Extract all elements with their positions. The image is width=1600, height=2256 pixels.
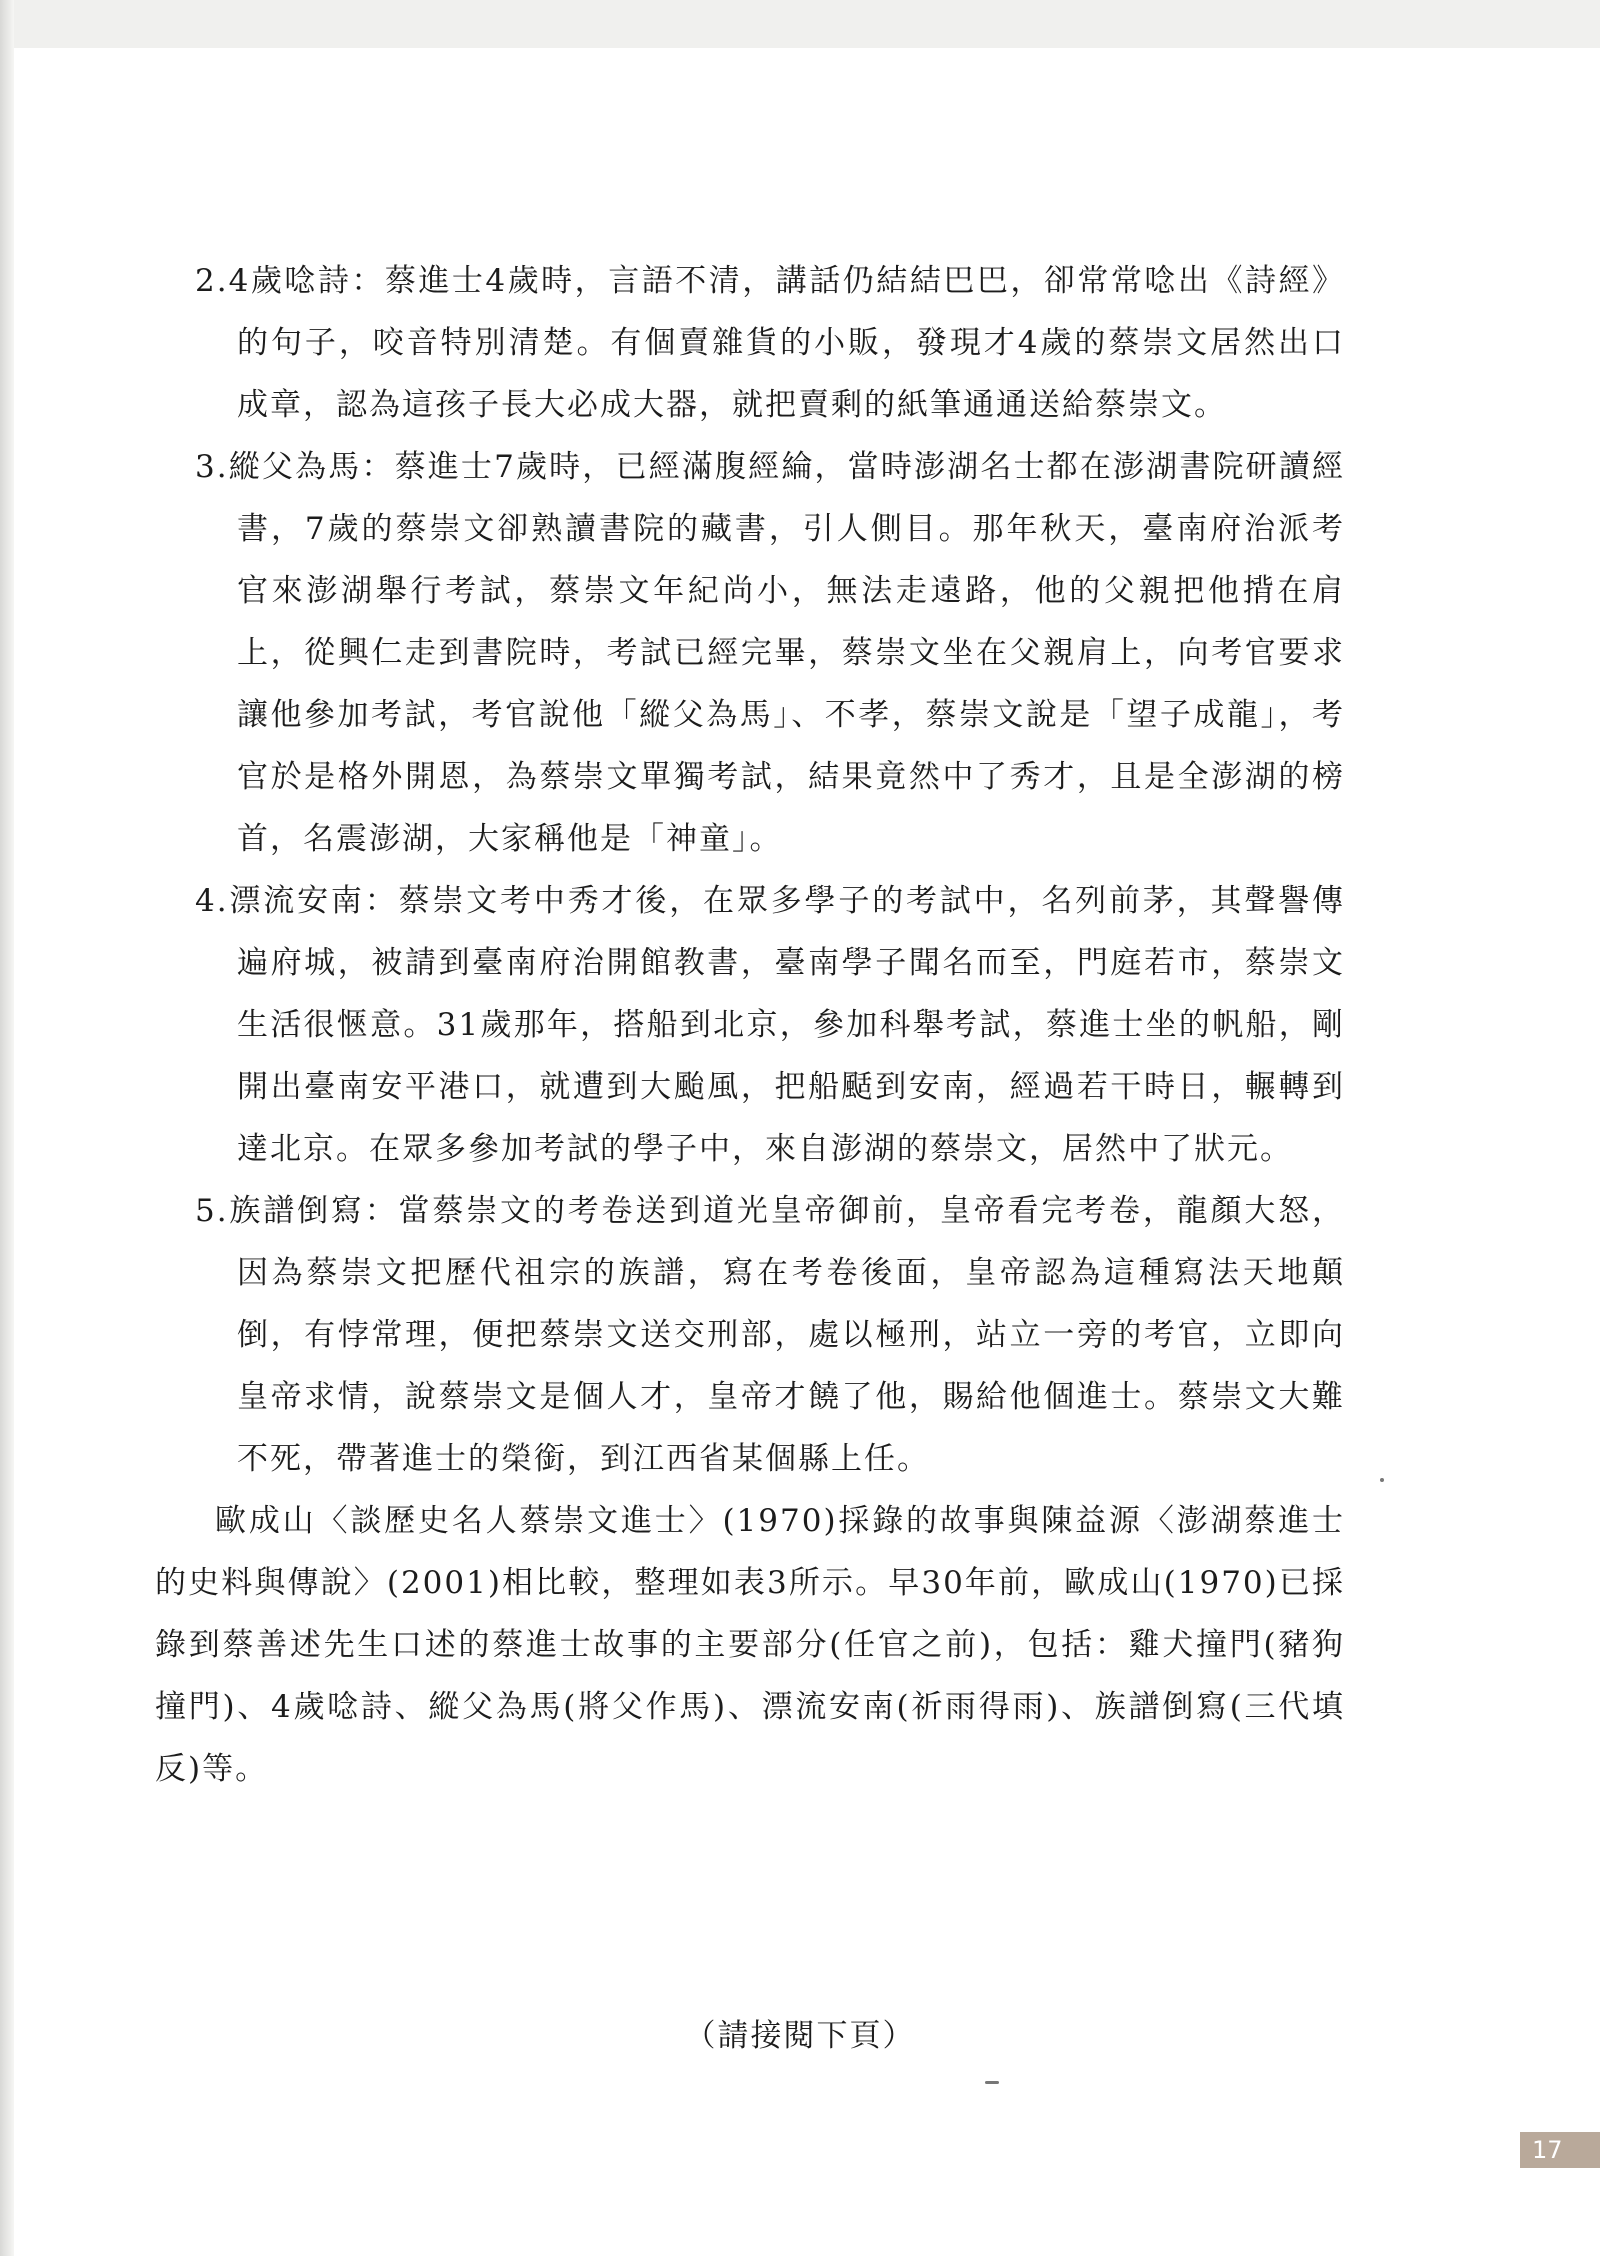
list-item-drift-to-annam: 4.漂流安南：蔡崇文考中秀才後，在眾多學子的考試中，名列前茅，其聲譽傳遍府城，被請到臺南府治開館教書，臺南學子聞名而至，門庭若市，蔡崇文生活很愜意。31歲那年，搭船到北京，參加科舉考試，蔡進士坐的帆船，剛開出臺南安平港口，就遭到大颱風，把船颳到安南，經過若干時日，輾轉到達北京。在眾多參加考試的學子中，來自澎湖的蔡崇文，居然中了狀元。 bbox=[195, 883, 1345, 1167]
list-item-4-year-poem: 2.4歲唸詩：蔡進士4歲時，言語不清，講話仍結結巴巴，卻常常唸出《詩經》的句子，咬音特別清楚。有個賣雜貨的小販，發現才4歲的蔡崇文居然出口成章，認為這孩子長大必成大器，就把賣剩的紙筆通通送給蔡崇文。 bbox=[195, 263, 1345, 423]
comparison-paragraph: 歐成山〈談歷史名人蔡崇文進士〉(1970)採錄的故事與陳益源〈澎湖蔡進士的史料與傳說〉(2001)相比較，整理如表3所示。早30年前，歐成山(1970)已採錄到蔡善述先生口述的蔡進士故事的主要部分(任官之前)，包括：雞犬撞門(豬狗撞門)、4歲唸詩、縱父為馬(將父作馬)、漂流安南(祈雨得雨)、族譜倒寫(三代填反)等。 bbox=[155, 1503, 1345, 1787]
page-content bbox=[155, 250, 1345, 1800]
continue-note: （請接閱下頁） bbox=[684, 2018, 916, 2054]
list-item-father-as-horse: 3.縱父為馬：蔡進士7歲時，已經滿腹經綸，當時澎湖名士都在澎湖書院研讀經書，7歲的蔡崇文卻熟讀書院的藏書，引人側目。那年秋天，臺南府治派考官來澎湖舉行考試，蔡崇文年紀尚小，無法走遠路，他的父親把他揹在肩上，從興仁走到書院時，考試已經完畢，蔡崇文坐在父親肩上，向考官要求讓他參加考試，考官說他「縱父為馬」、不孝，蔡崇文說是「望子成龍」，考官於是格外開恩，為蔡崇文單獨考試，結果竟然中了秀才，且是全澎湖的榜首，名震澎湖，大家稱他是「神童」。 bbox=[195, 449, 1345, 857]
scan-speck bbox=[985, 2081, 999, 2084]
page-number: 17 bbox=[1520, 2132, 1600, 2168]
scan-speck bbox=[1380, 1478, 1384, 1482]
scan-top-band bbox=[0, 0, 1600, 48]
scan-left-edge bbox=[0, 0, 14, 2256]
list-item-genealogy-reversed: 5.族譜倒寫：當蔡崇文的考卷送到道光皇帝御前，皇帝看完考卷，龍顏大怒，因為蔡崇文把歷代祖宗的族譜，寫在考卷後面，皇帝認為這種寫法天地顛倒，有悖常理，便把蔡崇文送交刑部，處以極刑，站立一旁的考官，立即向皇帝求情，說蔡崇文是個人才，皇帝才饒了他，賜給他個進士。蔡崇文大難不死，帶著進士的榮銜，到江西省某個縣上任。 bbox=[195, 1193, 1345, 1477]
